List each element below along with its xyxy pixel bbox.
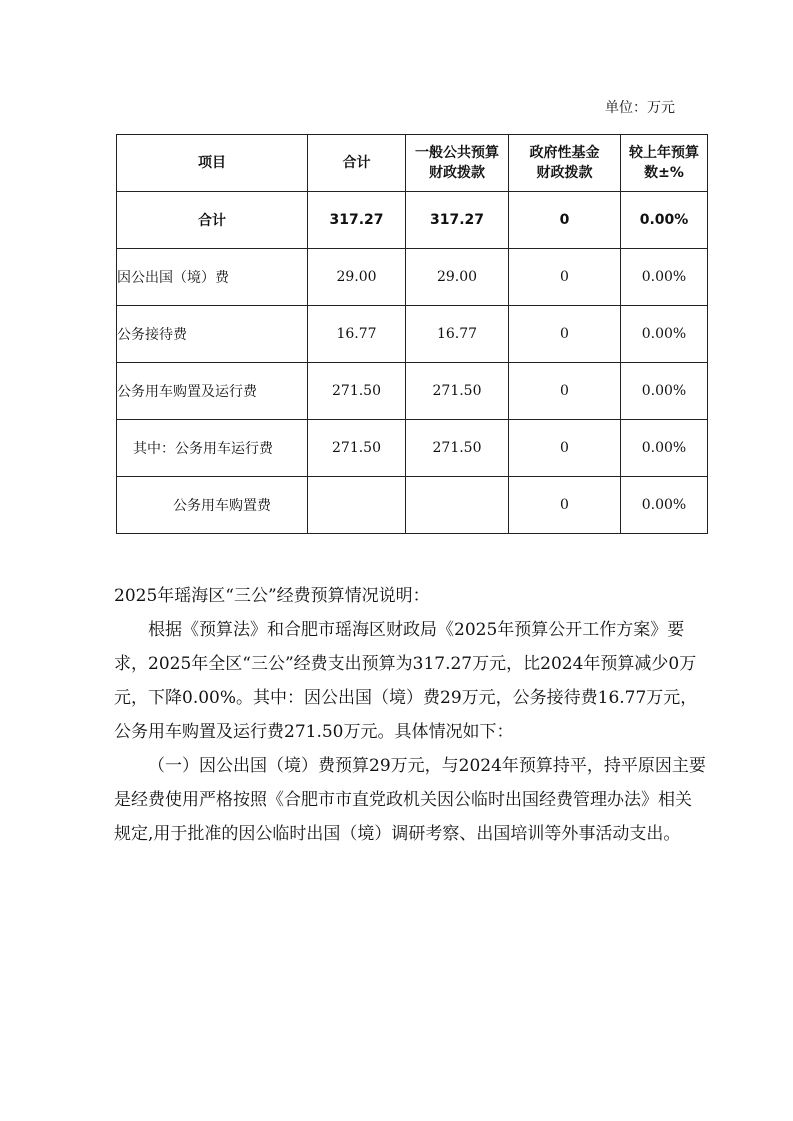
- cell-change: 0.00%: [621, 477, 708, 534]
- notes-paragraph: 根据《预算法》和合肥市瑶海区财政局《2025年预算公开工作方案》要求，2025年全区“三公”经费支出预算为317.27万元，比2024年预算减少0万元，下降0.00%。其中：因公出国（境）费29万元，公务接待费16.77万元，公务用车购置及运行费271.50万元。具体情况如下：: [114, 620, 698, 742]
- cell-fund: 0: [509, 306, 621, 363]
- cell-change: 0.00%: [621, 363, 708, 420]
- header-row: [117, 135, 708, 192]
- table-row-total: [117, 192, 708, 249]
- header-general-budget: 一般公共预算 财政拨款: [406, 135, 509, 192]
- table-row: [117, 420, 708, 477]
- cell-general: 271.50: [406, 363, 509, 420]
- header-item: 项目: [117, 135, 308, 192]
- cell-general: 317.27: [406, 192, 509, 249]
- notes-paragraph: （一）因公出国（境）费预算29万元，与2024年预算持平，持平原因主要是经费使用严格按照《合肥市市直党政机关因公临时出国经费管理办法》相关规定,用于批准的因公临时出国（境）调研考察、出国培训等外事活动支出。: [114, 756, 706, 844]
- header-total: 合计: [308, 135, 406, 192]
- cell-fund: 0: [509, 420, 621, 477]
- cell-fund: 0: [509, 192, 621, 249]
- table-row: [117, 306, 708, 363]
- unit-label: 单位：万元: [605, 100, 675, 116]
- budget-notes: [114, 579, 706, 851]
- table-row: [117, 477, 708, 534]
- cell-total: 29.00: [308, 249, 406, 306]
- cell-fund: 0: [509, 249, 621, 306]
- cell-change: 0.00%: [621, 192, 708, 249]
- cell-change: 0.00%: [621, 306, 708, 363]
- table-row: [117, 249, 708, 306]
- notes-title: 2025年瑶海区“三公”经费预算情况说明：: [114, 586, 430, 606]
- cell-item: 公务用车购置及运行费: [117, 363, 308, 420]
- cell-item: 因公出国（境）费: [117, 249, 308, 306]
- cell-change: 0.00%: [621, 249, 708, 306]
- cell-total: 271.50: [308, 420, 406, 477]
- cell-fund: 0: [509, 363, 621, 420]
- table-row: [117, 363, 708, 420]
- cell-general: 16.77: [406, 306, 509, 363]
- cell-item: 公务接待费: [117, 306, 308, 363]
- cell-total: 16.77: [308, 306, 406, 363]
- cell-total: 271.50: [308, 363, 406, 420]
- header-change: 较上年预算 数±%: [621, 135, 708, 192]
- cell-item: 其中：公务用车运行费: [117, 420, 308, 477]
- cell-general: [406, 477, 509, 534]
- cell-item: 合计: [117, 192, 308, 249]
- cell-total: 317.27: [308, 192, 406, 249]
- cell-total: [308, 477, 406, 534]
- budget-table: [116, 134, 708, 534]
- cell-general: 29.00: [406, 249, 509, 306]
- cell-general: 271.50: [406, 420, 509, 477]
- cell-fund: 0: [509, 477, 621, 534]
- cell-item: 公务用车购置费: [117, 477, 308, 534]
- cell-change: 0.00%: [621, 420, 708, 477]
- header-fund-budget: 政府性基金 财政拨款: [509, 135, 621, 192]
